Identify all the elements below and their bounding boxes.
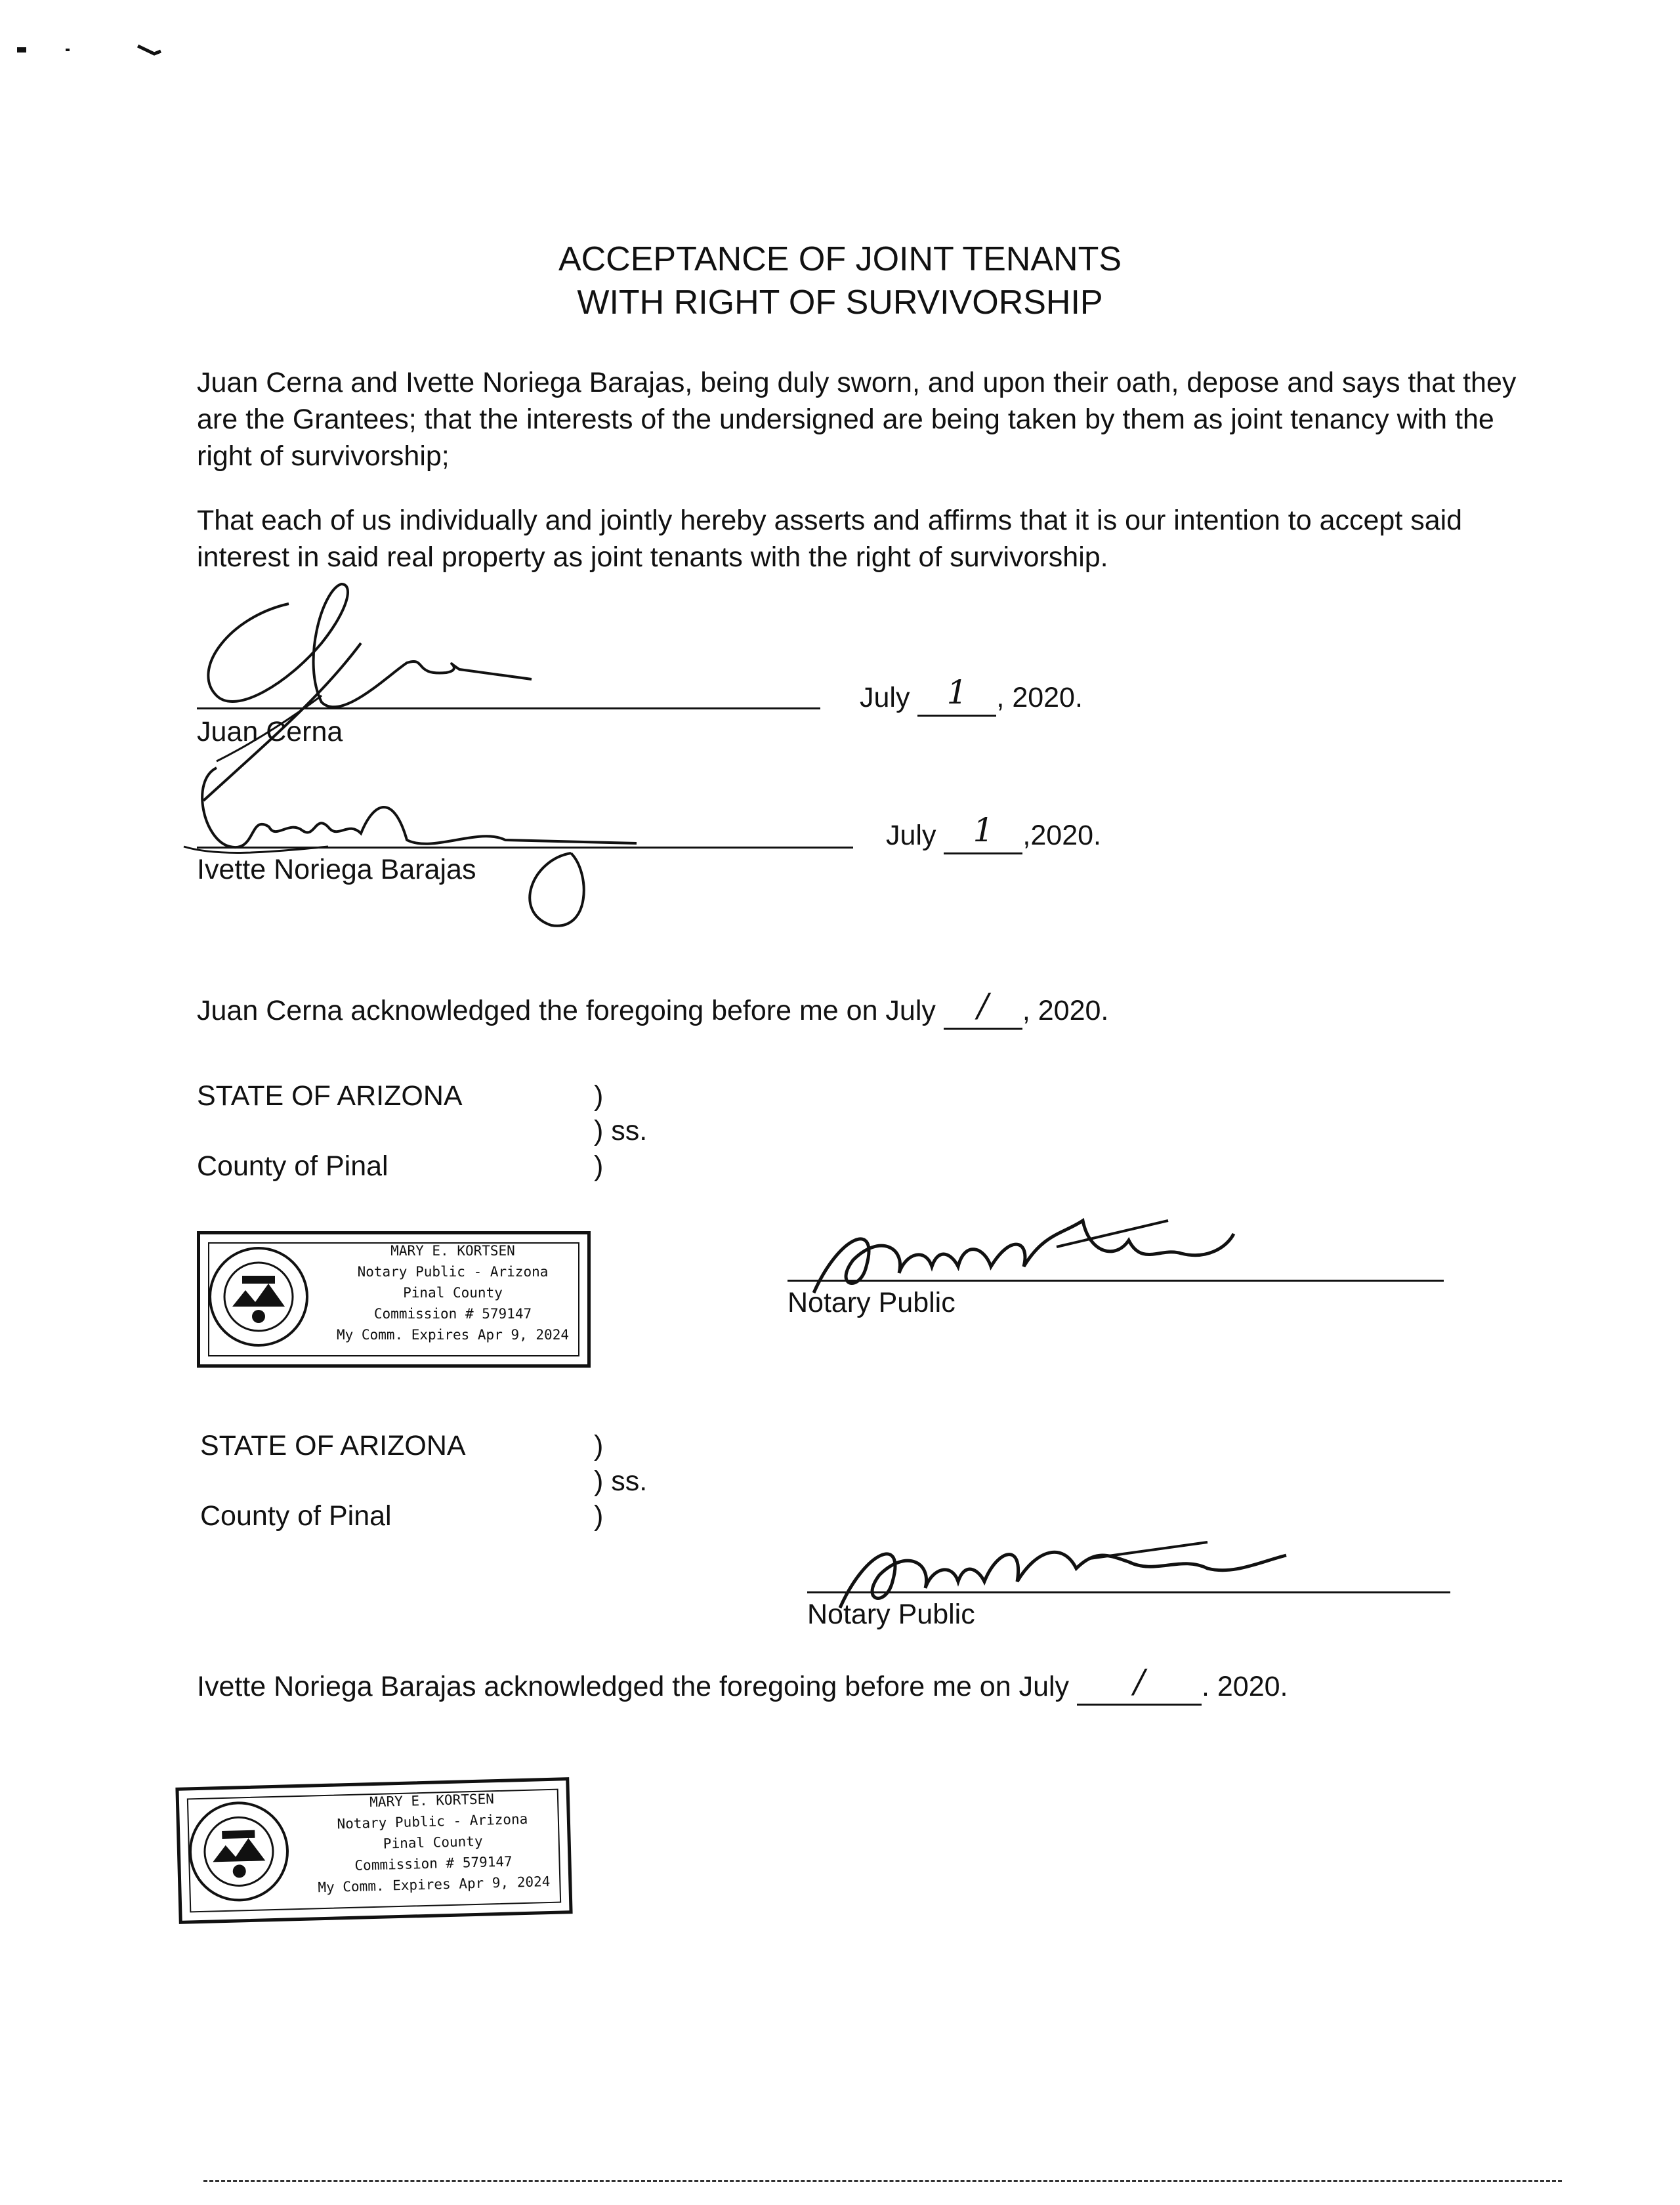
juan-signature xyxy=(190,564,558,814)
venue-2-county: County of Pinal xyxy=(200,1500,392,1532)
juan-signature-date xyxy=(860,673,1083,717)
ivette-signature-line xyxy=(197,847,853,849)
venue-1-paren-bottom: ) xyxy=(594,1150,604,1182)
affirmation-paragraph: That each of us individually and jointly hereby asserts and affirms that it is our intention to accept said interest in said real property as joint tenants with the right of survivorship. xyxy=(197,505,1463,573)
venue-2-state: STATE OF ARIZONA xyxy=(200,1430,466,1461)
acknowledgment-ivette-day: / xyxy=(1133,1662,1145,1700)
notary-stamp-1 xyxy=(190,1221,597,1378)
venue-1-ss: ) ss. xyxy=(594,1115,648,1146)
ivette-name-label: Ivette Noriega Barajas xyxy=(197,854,476,885)
notary-title: Notary Public - Arizona xyxy=(337,1811,528,1832)
notary-name: MARY E. KORTSEN xyxy=(369,1791,495,1811)
notary-public-label-1: Notary Public xyxy=(788,1287,956,1318)
acknowledgment-juan xyxy=(197,986,1109,1030)
notary-public-label-2: Notary Public xyxy=(807,1599,975,1630)
notary-county: Pinal County xyxy=(403,1285,503,1301)
notary-title: Notary Public - Arizona xyxy=(357,1264,549,1280)
venue-2-paren-top: ) xyxy=(594,1430,604,1461)
document-title-line-1: ACCEPTANCE OF JOINT TENANTS xyxy=(558,240,1122,278)
juan-date-day: 1 xyxy=(946,673,968,711)
footer-scan-line xyxy=(203,2180,1562,2182)
ivette-date-year: ,2020. xyxy=(1022,820,1101,851)
scan-artifact xyxy=(13,39,164,66)
acknowledgment-ivette-text: Ivette Noriega Barajas acknowledged the foregoing before me on July xyxy=(197,1671,1070,1702)
ivette-date-blank xyxy=(944,810,1022,854)
acknowledgment-ivette-year: . 2020. xyxy=(1202,1671,1288,1702)
notary-signature-line-2 xyxy=(807,1591,1450,1593)
notary-name: MARY E. KORTSEN xyxy=(390,1243,515,1259)
venue-1-paren-top: ) xyxy=(594,1080,604,1112)
notary-expiration: My Comm. Expires Apr 9, 2024 xyxy=(318,1873,551,1896)
notary-commission: Commission # 579147 xyxy=(354,1853,513,1874)
ivette-date-month: July xyxy=(886,820,936,851)
juan-signature-line xyxy=(197,707,820,709)
acknowledgment-juan-day: / xyxy=(977,986,989,1024)
notary-expiration: My Comm. Expires Apr 9, 2024 xyxy=(336,1327,569,1343)
ivette-date-day: 1 xyxy=(973,810,994,849)
venue-2-ss: ) ss. xyxy=(594,1465,648,1497)
juan-date-month: July xyxy=(860,682,910,713)
venue-2-paren-bottom: ) xyxy=(594,1500,604,1532)
notary-county: Pinal County xyxy=(383,1833,483,1852)
acknowledgment-juan-year: , 2020. xyxy=(1022,995,1109,1026)
notary-stamp-1-text xyxy=(322,1240,584,1345)
notary-commission: Commission # 579147 xyxy=(373,1306,532,1322)
notary-stamp-2-text xyxy=(301,1786,566,1898)
acknowledgment-juan-text: Juan Cerna acknowledged the foregoing before me on July xyxy=(197,995,936,1026)
document-title-line-2: WITH RIGHT OF SURVIVORSHIP xyxy=(577,284,1103,322)
acknowledgment-ivette-blank xyxy=(1077,1662,1202,1706)
juan-date-year: , 2020. xyxy=(996,682,1083,713)
state-seal-icon xyxy=(185,1797,293,1905)
state-seal-icon xyxy=(206,1244,311,1349)
venue-1-state: STATE OF ARIZONA xyxy=(197,1080,463,1112)
venue-1-county: County of Pinal xyxy=(197,1150,388,1182)
juan-name-label: Juan Cerna xyxy=(197,716,343,747)
acknowledgment-ivette xyxy=(197,1662,1288,1706)
ivette-signature-date xyxy=(886,810,1101,854)
notary-signature-line-1 xyxy=(788,1280,1444,1282)
oath-paragraph: Juan Cerna and Ivette Noriega Barajas, being duly sworn, and upon their oath, depose and says that they are the Grantees; that the interests of the undersigned are being taken by them as joint tenancy with the right of survivorship; xyxy=(197,367,1517,472)
juan-date-blank xyxy=(917,673,996,717)
ivette-signature xyxy=(164,742,663,938)
notary-stamp-2 xyxy=(169,1767,579,1935)
acknowledgment-juan-blank xyxy=(944,986,1022,1030)
